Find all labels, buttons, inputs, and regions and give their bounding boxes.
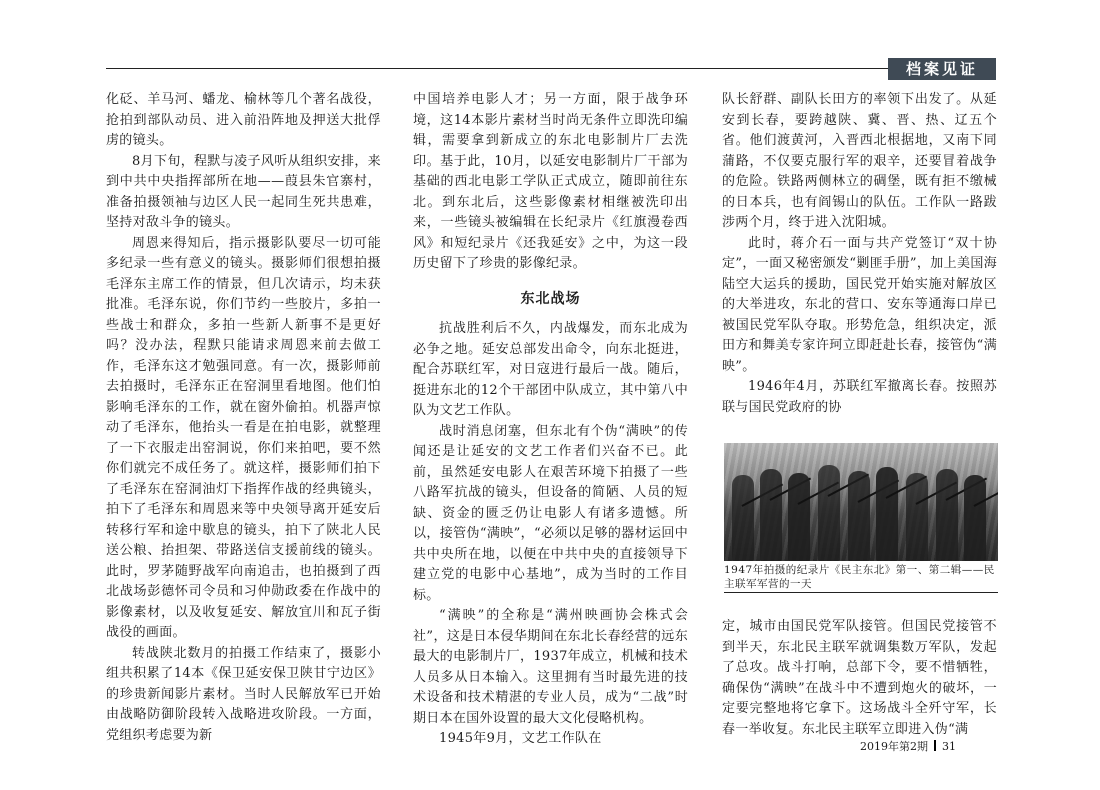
footer-divider [934,740,936,751]
page-footer [860,738,956,754]
photo-caption: 1947年拍摄的纪录片《民主东北》第一、第二辑——民主联军军营的一天 [724,564,995,590]
soldier-silhouette [906,473,928,561]
section-heading: 东北战场 [520,290,581,307]
paragraph: 定，城市由国民党军队接管。但国民党接管不到半天，东北民主联军就调集数万军队，发起了总攻。战斗打响，总部下令，要不惜牺牲，确保伪“满映”在战斗中不遭到炮火的破坏，一定要完整地将它拿下。这场战斗全歼守军，长春一举收复。东北民主联军立即进入伪“满 [722,619,997,737]
paragraph: 1946年4月，苏联红军撤离长春。按照苏联与国民党政府的协 [722,379,997,415]
issue-label: 2019年第2期 [860,740,928,753]
soldier-silhouette [818,465,840,561]
paragraph: 此时，蒋介石一面与共产党签订“双十协定”，一面又秘密颁发“剿匪手册”，加上美国海陆空大运兵的援助，国民党开始实施对解放区的大举进攻，东北的营口、安东等通海口岸已被国民党军队夺取。形势危急，组织决定，派田方和舞美专家许珂立即赶赴长春，接管伪“满映”。 [722,235,997,374]
soldier-silhouette [760,469,782,561]
archival-photo [724,443,998,561]
soldier-silhouette [876,467,898,561]
paragraph: 战时消息闭塞，但东北有个伪“满映”的传闻还是让延安的文艺工作者们兴奋不已。此前，虽然延安电影人在艰苦环境下拍摄了一些八路军抗战的镜头，但设备的简陋、人员的短缺、资金的匮乏仍让电影人有诸多遗憾。所以，接管伪“满映”，“必须以足够的器材运回中共中央所在地，以便在中共中央的直接领导下建立党的电影中心基地”，成为当时的工作目标。 [413,423,688,603]
paragraph: 中国培养电影人才；另一方面，限于战争环境，这14本影片素材当时尚无条件立即洗印编辑，需要拿到新成立的东北电影制片厂去洗印。基于此，10月，以延安电影制片厂干部为基础的西北电影工学队正式成立，随即前往东北。到东北后，这些影像素材相继被洗印出来，一些镜头被编辑在长纪录片《红旗漫卷西风》和短纪录片《还我延安》之中，为这一段历史留下了珍贵的影像纪录。 [413,92,688,271]
text-column-2 [413,90,688,750]
paragraph: 周恩来得知后，指示摄影队要尽一切可能多纪录一些有意义的镜头。摄影师们很想拍摄毛泽东主席工作的情景，但几次请示，均未获批准。毛泽东说，你们节约一些胶片，多拍一些战士和群众，多拍一些新人新事不是更好吗？没办法，程默只能请求周恩来前去做工作，毛泽东这才勉强同意。有一次，摄影师前去拍摄时，毛泽东正在窑洞里看地图。他们怕影响毛泽东的工作，就在窗外偷拍。机器声惊动了毛泽东，他抬头一看是在拍电影，就整理了一下衣服走出窑洞说，你们来拍吧，要不然你们就完不成任务了。就这样，摄影师们拍下了毛泽东在窑洞油灯下指挥作战的经典镜头，拍下了毛泽东和周恩来等中央领导离开延安后转移行军和途中歇息的镜头，拍下了陕北人民送公粮、抬担架、带路送信支援前线的镜头。此时，罗茅随野战军向南追击，也拍摄到了西北战场彭德怀司令员和习仲勋政委在作战中的影像素材，以及收复延安、解放宜川和瓦子街战役的画面。 [106,235,381,640]
header-rule [106,68,996,69]
paragraph: 抗战胜利后不久，内战爆发，而东北成为必争之地。延安总部发出命令，向东北挺进，配合苏联红军，对日寇进行最后一战。随后，挺进东北的12个干部团中队成立，其中第八中队为文艺工作队。 [413,321,688,418]
section-tag: 档案见证 [888,58,996,80]
paragraph: “满映”的全称是“满州映画协会株式会社”，这是日本侵华期间在东北长春经营的远东最大的电影制片厂，1937年成立，机械和技术人员多从日本输入。这里拥有当时最先进的技术设备和技术精湛的专业人员，成为“二战”时期日本在国外设置的最大文化侵略机构。 [413,608,688,726]
soldier-silhouette [848,471,870,561]
soldier-silhouette [788,473,810,561]
soldier-silhouette [732,475,754,561]
soldier-silhouette [964,475,986,561]
paragraph: 队长舒群、副队长田方的率领下出发了。从延安到长春，要跨越陕、冀、晋、热、辽五个省。他们渡黄河，入晋西北根据地，又南下同蒲路，不仅要克服行军的艰辛，还要冒着战争的危险。铁路两侧林立的碉堡，既有拒不缴械的日本兵，也有阎锡山的队伍。工作队一路跋涉两个月，终于进入沈阳城。 [722,92,997,230]
paragraph: 1945年9月，文艺工作队在 [439,731,602,746]
page-number: 31 [942,740,956,753]
text-column-1 [106,90,381,746]
paragraph: 8月下旬，程默与凌子风听从组织安排，来到中共中央指挥部所在地——葭县朱官寨村，准备拍摄领袖与边区人民一起同生死共患难，坚持对敌斗争的镜头。 [106,153,381,230]
paragraph: 化砭、羊马河、蟠龙、榆林等几个著名战役，抢拍到部队动员、进入前沿阵地及押送大批俘虏的镜头。 [106,92,381,148]
soldier-silhouette [936,469,958,561]
paragraph: 转战陕北数月的拍摄工作结束了，摄影小组共积累了14本《保卫延安保卫陕甘宁边区》的珍贵新闻影片素材。当时人民解放军已开始由战略防御阶段转入战略进攻阶段。一方面，党组织考虑要为新 [106,645,381,743]
text-column-3 [722,90,997,418]
caption-rule [724,592,998,593]
text-column-3-continued [722,604,997,753]
